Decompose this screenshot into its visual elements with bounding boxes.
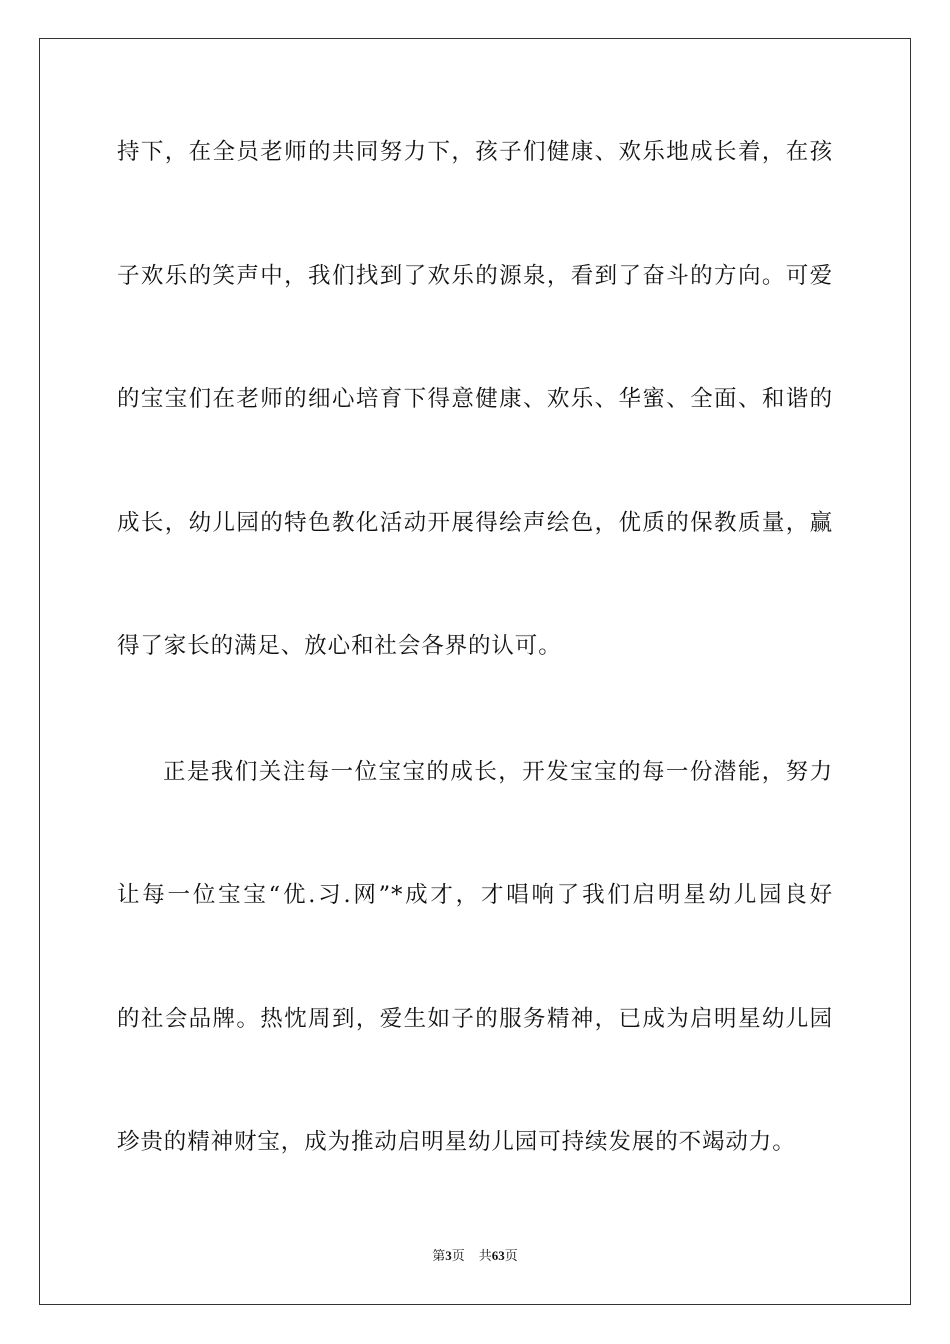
total-pages: 63 — [491, 1248, 505, 1263]
paragraph-line-7: 让每一位宝宝“优.习.网”*成才，才唱响了我们启明星幼儿园良好 — [117, 882, 833, 908]
paragraph-line-3: 的宝宝们在老师的细心培育下得意健康、欢乐、华蜜、全面、和谐的 — [117, 386, 833, 412]
page-number: 3 — [445, 1248, 452, 1263]
paragraph-line-2: 子欢乐的笑声中，我们找到了欢乐的源泉，看到了奋斗的方向。可爱 — [117, 263, 833, 289]
page-border — [39, 38, 911, 1305]
page-suffix: 页 — [451, 1248, 465, 1263]
paragraph-line-1: 持下，在全员老师的共同努力下，孩子们健康、欢乐地成长着，在孩 — [117, 139, 833, 165]
paragraph-line-4: 成长，幼儿园的特色教化活动开展得绘声绘色，优质的保教质量，赢 — [117, 510, 833, 536]
paragraph-line-6: 正是我们关注每一位宝宝的成长，开发宝宝的每一份潜能，努力 — [163, 759, 833, 785]
paragraph-line-9: 珍贵的精神财宝，成为推动启明星幼儿园可持续发展的不竭动力。 — [117, 1129, 796, 1155]
total-prefix: 共 — [478, 1248, 492, 1263]
page-prefix: 第 — [432, 1248, 446, 1263]
paragraph-line-5: 得了家长的满足、放心和社会各界的认可。 — [117, 633, 562, 659]
paragraph-line-8: 的社会品牌。热忱周到，爱生如子的服务精神，已成为启明星幼儿园 — [117, 1006, 833, 1032]
page-footer — [0, 1247, 950, 1265]
total-suffix: 页 — [504, 1248, 518, 1263]
